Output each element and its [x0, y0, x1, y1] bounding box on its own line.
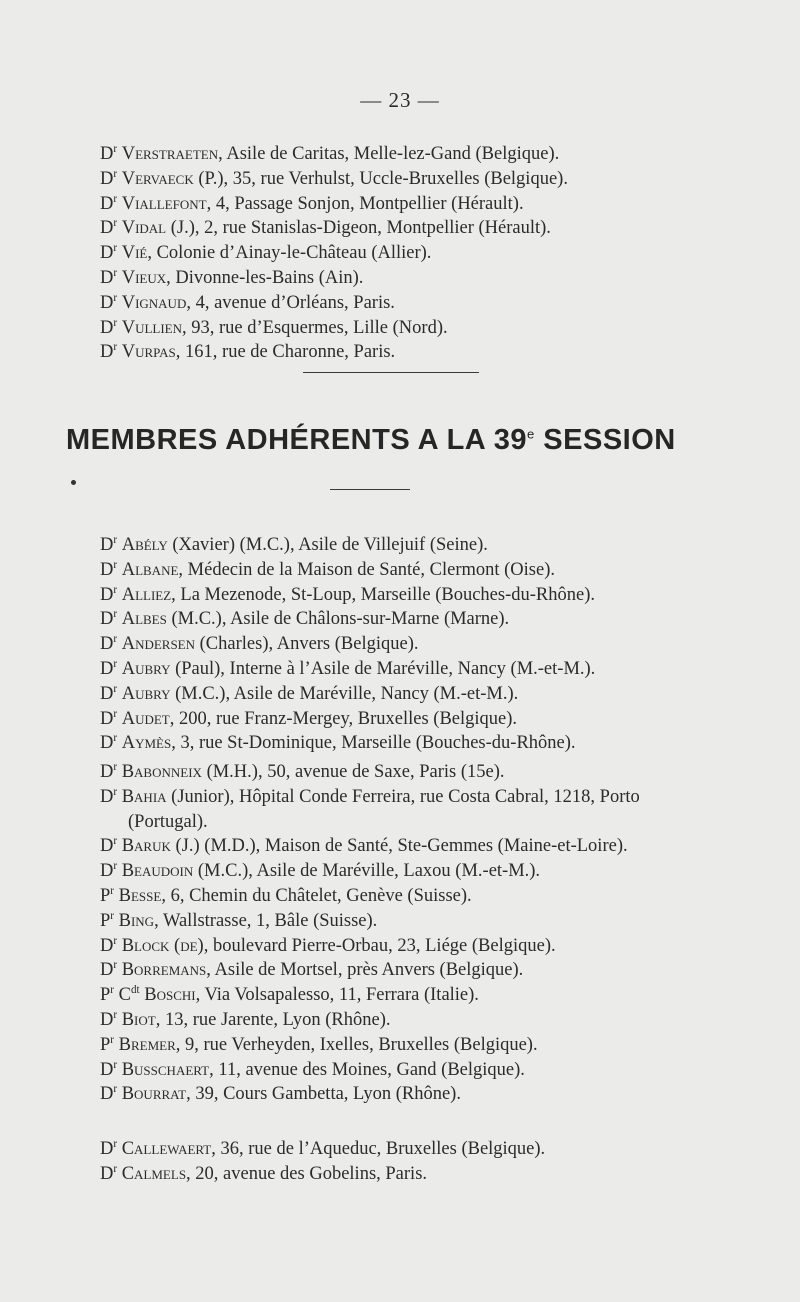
title-suffix: r — [113, 1058, 118, 1071]
title-abbrev: D — [100, 292, 114, 313]
member-address: , 20, avenue des Gobelins, Paris. — [186, 1163, 428, 1184]
title-abbrev: D — [100, 243, 114, 264]
member-address: (Paul), Interne à l’Asile de Maréville, Nancy (M.-et-M.). — [170, 658, 596, 679]
member-entry — [100, 533, 700, 558]
member-entry — [100, 1008, 700, 1033]
member-address: (Xavier) (M.C.), Asile de Villejuif (Seine). — [167, 535, 488, 555]
member-address: , 4, avenue d’Orléans, Paris. — [186, 292, 395, 313]
title-suffix: r — [113, 835, 118, 848]
title-abbrev: D — [100, 1163, 114, 1184]
title-suffix: r — [113, 934, 118, 947]
title-suffix: r — [113, 291, 118, 304]
title-abbrev: D — [100, 836, 114, 857]
title-suffix: r — [113, 583, 118, 596]
member-address: , Divonne-les-Bains (Ain). — [166, 267, 364, 288]
title-abbrev: D — [100, 960, 114, 981]
member-address: , boulevard Pierre-Orbau, 23, Liége (Belgique). — [203, 935, 556, 956]
member-entry — [100, 1137, 700, 1162]
member-entry — [100, 632, 700, 657]
member-name: Audet — [121, 708, 170, 729]
member-name: Alliez — [121, 584, 172, 605]
member-entry — [100, 583, 700, 608]
title-suffix: r — [113, 341, 118, 354]
member-entry — [100, 859, 700, 884]
member-entry — [100, 291, 700, 316]
member-address: , 161, rue de Charonne, Paris. — [175, 342, 396, 363]
title-abbrev: D — [100, 535, 114, 555]
member-address: (Charles), Anvers (Belgique). — [195, 634, 419, 655]
member-address: , Via Volsapalesso, 11, Ferrara (Italie). — [195, 985, 479, 1006]
title-suffix: r — [113, 1162, 118, 1175]
title-abbrev: D — [100, 1059, 114, 1080]
ink-speck — [71, 480, 76, 485]
title-suffix: r — [113, 1137, 118, 1150]
member-list-a — [100, 533, 700, 756]
title-abbrev: D — [100, 1139, 114, 1159]
member-name: Albane — [121, 559, 179, 580]
member-entry — [100, 1058, 700, 1083]
member-entry — [100, 241, 700, 266]
member-entry — [100, 192, 700, 217]
title-abbrev: D — [100, 193, 114, 214]
member-address: (J.) (M.D.), Maison de Santé, Ste-Gemmes (Maine-et-Loire). — [170, 836, 628, 857]
title-abbrev: D — [100, 342, 114, 363]
member-name: Baruk — [121, 836, 171, 857]
title-suffix: r — [113, 167, 118, 180]
member-entry — [100, 1082, 700, 1107]
member-name: Beaudoin — [121, 861, 194, 882]
member-name: Verstraeten — [121, 144, 219, 164]
title-abbrev: D — [100, 609, 114, 630]
section-title-rest: SESSION — [534, 424, 676, 456]
member-address: (M.H.), 50, avenue de Saxe, Paris (15e). — [201, 762, 505, 782]
title-abbrev: D — [100, 861, 114, 882]
member-address: , 39, Cours Gambetta, Lyon (Rhône). — [186, 1084, 461, 1105]
member-name: Andersen — [121, 634, 196, 655]
title-suffix: r — [113, 707, 118, 720]
member-name: Vidal — [121, 218, 167, 239]
title-abbrev: D — [100, 733, 114, 754]
member-name: Vignaud — [121, 292, 187, 313]
member-address: (M.C.), Asile de Maréville, Nancy (M.-et-M.). — [170, 683, 519, 704]
title-abbrev: D — [100, 634, 114, 655]
title-abbrev: D — [100, 708, 114, 729]
title-suffix: r — [113, 732, 118, 745]
title-suffix: r — [113, 192, 118, 205]
title-suffix: r — [113, 558, 118, 571]
member-name: Vié — [121, 243, 148, 264]
member-entry — [100, 558, 700, 583]
member-entry — [100, 607, 700, 632]
member-entry — [100, 266, 700, 291]
member-entry — [100, 958, 700, 983]
member-address: , 93, rue d’Esquermes, Lille (Nord). — [182, 317, 448, 338]
title-abbrev: D — [100, 683, 114, 704]
title-abbrev: D — [100, 935, 114, 956]
title-abbrev: D — [100, 218, 114, 239]
title-abbrev: D — [100, 584, 114, 605]
title-suffix: r — [113, 657, 118, 670]
member-entry — [100, 909, 700, 934]
title-abbrev: D — [100, 144, 114, 164]
member-name: Bing — [118, 910, 155, 931]
member-list-v — [100, 142, 700, 365]
member-name-cont: Boschi — [139, 985, 196, 1006]
title-abbrev: D — [100, 658, 114, 679]
member-name: Borremans — [121, 960, 207, 981]
title-suffix: r — [110, 984, 114, 997]
title-abbrev: D — [100, 762, 114, 782]
member-entry — [100, 316, 700, 341]
member-address: , 6, Chemin du Châtelet, Genève (Suisse). — [161, 885, 472, 906]
member-address: , Asile de Caritas, Melle-lez-Gand (Belgique). — [218, 144, 560, 164]
member-name: Busschaert — [121, 1059, 210, 1080]
member-address: (M.C.), Asile de Châlons-sur-Marne (Marne). — [166, 609, 510, 630]
member-name: Bourrat — [121, 1084, 187, 1105]
member-address: (P.), 35, rue Verhulst, Uccle-Bruxelles (Belgique). — [193, 168, 568, 189]
member-address: , 3, rue St-Dominique, Marseille (Bouches-du-Rhône). — [171, 733, 576, 754]
title-suffix: r — [113, 760, 118, 773]
member-name: Biot — [121, 1009, 156, 1030]
member-entry — [100, 834, 700, 859]
member-address: , Wallstrasse, 1, Bâle (Suisse). — [154, 910, 378, 931]
title-suffix: r — [113, 217, 118, 230]
member-name: Vurpas — [121, 342, 176, 363]
member-name: Bahia — [121, 786, 167, 807]
member-entry — [100, 1162, 700, 1187]
member-entry — [100, 340, 700, 365]
title-suffix: r — [113, 266, 118, 279]
title-suffix: r — [110, 1033, 114, 1046]
title-suffix: r — [113, 682, 118, 695]
title-abbrev: P — [100, 1034, 111, 1055]
section-title-main: MEMBRES ADHÉRENTS A LA 39 — [66, 424, 527, 456]
member-entry — [100, 1033, 700, 1058]
member-entry — [100, 657, 700, 682]
member-address: , 200, rue Franz-Mergey, Bruxelles (Belgique). — [169, 708, 518, 729]
title-abbrev: D — [100, 317, 114, 338]
title-suffix: r — [113, 316, 118, 329]
member-name: Vervaeck — [121, 168, 194, 189]
member-entry — [100, 142, 700, 167]
title-suffix: r — [113, 633, 118, 646]
section-title — [66, 424, 746, 457]
member-address: , 13, rue Jarente, Lyon (Rhône). — [155, 1009, 391, 1030]
member-address: , Colonie d’Ainay-le-Château (Allier). — [147, 243, 432, 264]
member-entry — [100, 884, 700, 909]
section-title-sup: e — [526, 426, 535, 442]
member-name-suffix: dt — [130, 984, 140, 997]
page-number: — 23 — — [360, 88, 440, 112]
member-entry — [100, 983, 700, 1008]
title-suffix: r — [113, 1008, 118, 1021]
title-suffix: r — [113, 608, 118, 621]
member-address: (M.C.), Asile de Maréville, Laxou (M.-et-M.). — [193, 861, 541, 882]
member-name: Vieux — [121, 267, 167, 288]
title-suffix: r — [110, 884, 114, 897]
member-address: , Asile de Mortsel, près Anvers (Belgique). — [206, 960, 524, 981]
divider-rule — [303, 372, 479, 373]
title-abbrev: D — [100, 168, 114, 189]
member-entry — [100, 707, 700, 732]
title-suffix: r — [113, 959, 118, 972]
member-name: Albes — [121, 609, 167, 630]
member-name: Calmels — [121, 1163, 187, 1184]
member-name: Viallefont — [121, 193, 207, 214]
member-address: (Junior), Hôpital Conde Ferreira, rue Costa Cabral, 1218, Porto (Portugal). — [128, 786, 640, 832]
title-abbrev: D — [100, 1084, 114, 1105]
member-entry — [100, 682, 700, 707]
divider-rule-short — [330, 489, 410, 490]
member-name: Abély — [121, 535, 168, 555]
title-suffix: r — [113, 785, 118, 798]
member-name: Vullien — [121, 317, 182, 338]
title-suffix: r — [113, 142, 118, 155]
member-entry — [100, 785, 700, 835]
member-list-c — [100, 1137, 700, 1187]
member-address: (J.), 2, rue Stanislas-Digeon, Montpellier (Hérault). — [166, 218, 551, 239]
member-entry — [100, 760, 700, 785]
title-abbrev: D — [100, 786, 114, 807]
member-name: Bremer — [118, 1034, 176, 1055]
member-entry — [100, 731, 700, 756]
title-suffix: r — [113, 533, 118, 546]
member-name: Aymès — [121, 733, 172, 754]
member-address: , 9, rue Verheyden, Ixelles, Bruxelles (Belgique). — [175, 1034, 538, 1055]
member-name: Callewaert — [121, 1139, 212, 1159]
member-address: , Médecin de la Maison de Santé, Clermont (Oise). — [178, 559, 555, 580]
member-name: Block (de) — [121, 935, 204, 956]
title-suffix: r — [113, 1083, 118, 1096]
member-name: Babonneix — [121, 762, 202, 782]
member-entry — [100, 216, 700, 241]
title-abbrev: D — [100, 267, 114, 288]
title-suffix: r — [113, 242, 118, 255]
title-abbrev: D — [100, 1009, 114, 1030]
member-entry — [100, 167, 700, 192]
title-suffix: r — [113, 860, 118, 873]
title-suffix: r — [110, 909, 114, 922]
member-name: C — [118, 985, 131, 1006]
title-abbrev: P — [100, 985, 111, 1006]
member-list-b — [100, 760, 700, 1107]
member-address: , La Mezenode, St-Loup, Marseille (Bouches-du-Rhône). — [171, 584, 595, 605]
member-entry — [100, 934, 700, 959]
member-address: , 36, rue de l’Aqueduc, Bruxelles (Belgique). — [211, 1139, 546, 1159]
member-name: Aubry — [121, 658, 171, 679]
member-name: Aubry — [121, 683, 171, 704]
member-address: , 11, avenue des Moines, Gand (Belgique). — [209, 1059, 525, 1080]
title-abbrev: P — [100, 885, 111, 906]
title-abbrev: P — [100, 910, 111, 931]
member-name: Besse — [118, 885, 162, 906]
member-address: , 4, Passage Sonjon, Montpellier (Hérault). — [206, 193, 524, 214]
title-abbrev: D — [100, 559, 114, 580]
